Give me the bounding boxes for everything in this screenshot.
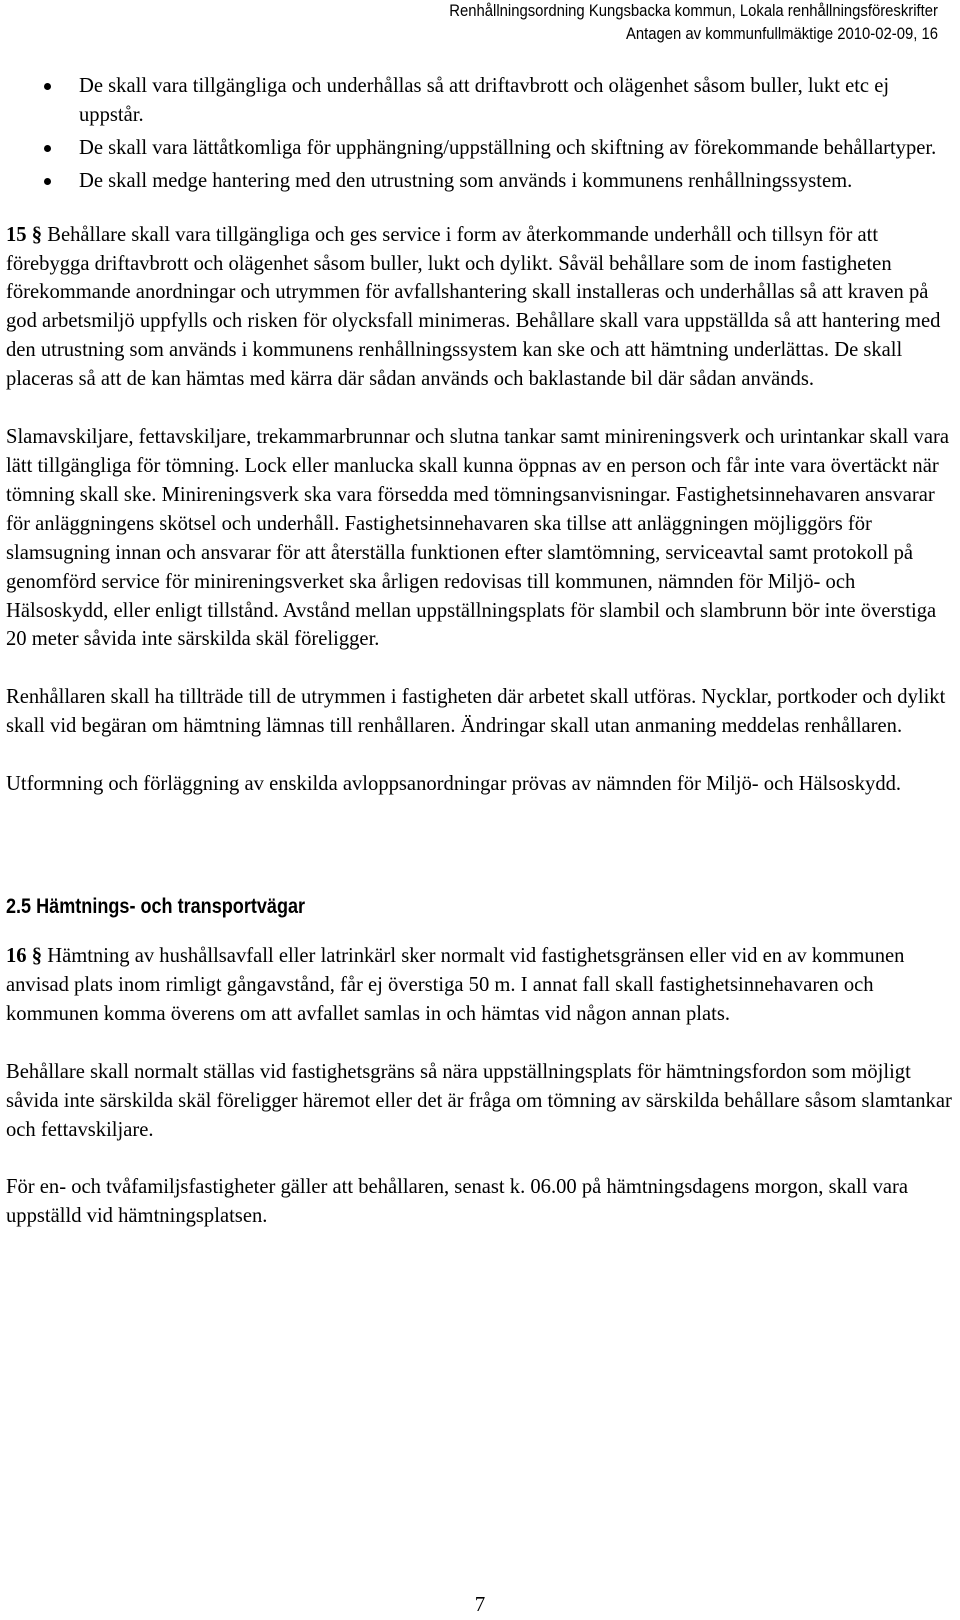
bullet-icon bbox=[44, 83, 51, 90]
section-heading: 2.5 Hämtnings- och transportvägar bbox=[6, 895, 306, 919]
list-item bbox=[6, 167, 956, 196]
paragraph-number: 15 bbox=[6, 223, 27, 246]
paragraph-utformning: Utformning och förläggning av enskilda avloppsanordningar prövas av nämnden för Miljö- och Hälsoskydd. bbox=[6, 773, 902, 796]
paragraph-text: Behållare skall vara tillgängliga och ges service i form av återkommande underhåll och tillsyn för att förebygga driftavbrott och olägenhet såsom buller, lukt och dylikt. Såväl behållare som de inom fastigheten förekommande anordningar och utrymmen för avfallshantering skall installeras och underhållas så att kraven på god arbetsmiljö uppfylls och risken för olycksfall minimeras. Behållare skall vara uppställda så att hantering med den utrustning som används i kommunens renhållningssystem kan ske och att hämtning underlättas. De skall placeras så att de kan hämtas med kärra där sådan används och baklastande bil där sådan används. bbox=[6, 223, 941, 391]
page-header bbox=[449, 0, 938, 46]
paragraph-text: Hämtning av hushållsavfall eller latrinkärl sker normalt vid fastighetsgränsen eller vid en av kommunen anvisad plats inom rimligt gångavstånd, får ej överstiga 50 m. I annat fall skall fastighetsinnehavaren och kommunen komma överens om att avfallet samlas in och hämtas vid någon annan plats. bbox=[6, 945, 905, 1025]
paragraph-renhallaren: Renhållaren skall ha tillträde till de utrymmen i fastigheten där arbetet skall utföras. Nycklar, portkoder och dylikt skall vid begäran om hämtning lämnas till renhållaren. Ändringar skall utan anmaning meddelas renhållaren. bbox=[6, 686, 946, 738]
bullet-icon bbox=[44, 145, 51, 152]
header-adoption-line: Antagen av kommunfullmäktige 2010-02-09, 16 bbox=[625, 25, 938, 43]
page-number: 7 bbox=[474, 1592, 486, 1616]
document-body bbox=[6, 72, 956, 1231]
list-item-text: De skall medge hantering med den utrustning som används i kommunens renhållningssystem. bbox=[79, 169, 853, 192]
requirements-list bbox=[6, 72, 956, 196]
paragraph-behallare: Behållare skall normalt ställas vid fastighetsgräns så nära uppställningsplats för hämtningsfordon som möjligt såvida inte särskilda skäl föreligger häremot eller det är fråga om tömning av särskilda behållare såsom slamtankar och fettavskiljare. bbox=[6, 1060, 952, 1141]
paragraph-number: 16 bbox=[6, 945, 27, 968]
list-item-text: De skall vara lättåtkomliga för upphängning/uppställning och skiftning av förekommande behållartyper. bbox=[79, 136, 937, 159]
paragraph-16 bbox=[6, 942, 956, 1029]
bullet-icon bbox=[44, 178, 51, 185]
list-item bbox=[6, 134, 956, 163]
paragraph-slamavskiljare: Slamavskiljare, fettavskiljare, trekammarbrunnar och slutna tankar samt minireningsverk och urintankar skall vara lätt tillgängliga för tömning. Lock eller manlucka skall kunna öppnas av en person och får inte vara övertäckt när tömning skall ske. Minireningsverk ska vara försedda med tömningsanvisningar. Fastighetsinnehavaren ansvarar för anläggningens skötsel och underhåll. Fastighetsinnehavaren ska tillse att anläggningen möjliggörs för slamsugning innan och ansvarar för att återställa funktionen efter slamtömning, serviceavtal samt protokoll på genomförd service för minireningsverket ska årligen redovisas till kommunen, nämnden för Miljö- och Hälsoskydd, eller enligt tillstånd. Avstånd mellan uppställningsplats för slambil och slambrunn bör inte överstiga 20 meter såvida inte särskilda skäl föreligger. bbox=[6, 426, 949, 651]
header-title: Renhållningsordning Kungsbacka kommun, Lokala renhållningsföreskrifter bbox=[449, 2, 938, 20]
list-item-text: De skall vara tillgängliga och underhållas så att driftavbrott och olägenhet såsom buller, lukt etc ej uppstår. bbox=[79, 75, 890, 126]
paragraph-en-och-tvafamilj: För en- och tvåfamiljsfastigheter gäller att behållaren, senast k. 06.00 på hämtningsdagens morgon, skall vara uppställd vid hämtningsplatsen. bbox=[6, 1176, 909, 1228]
section-sign-icon: § bbox=[31, 945, 43, 968]
paragraph-15 bbox=[6, 221, 956, 394]
section-sign-icon: § bbox=[31, 223, 43, 246]
list-item bbox=[6, 72, 956, 130]
